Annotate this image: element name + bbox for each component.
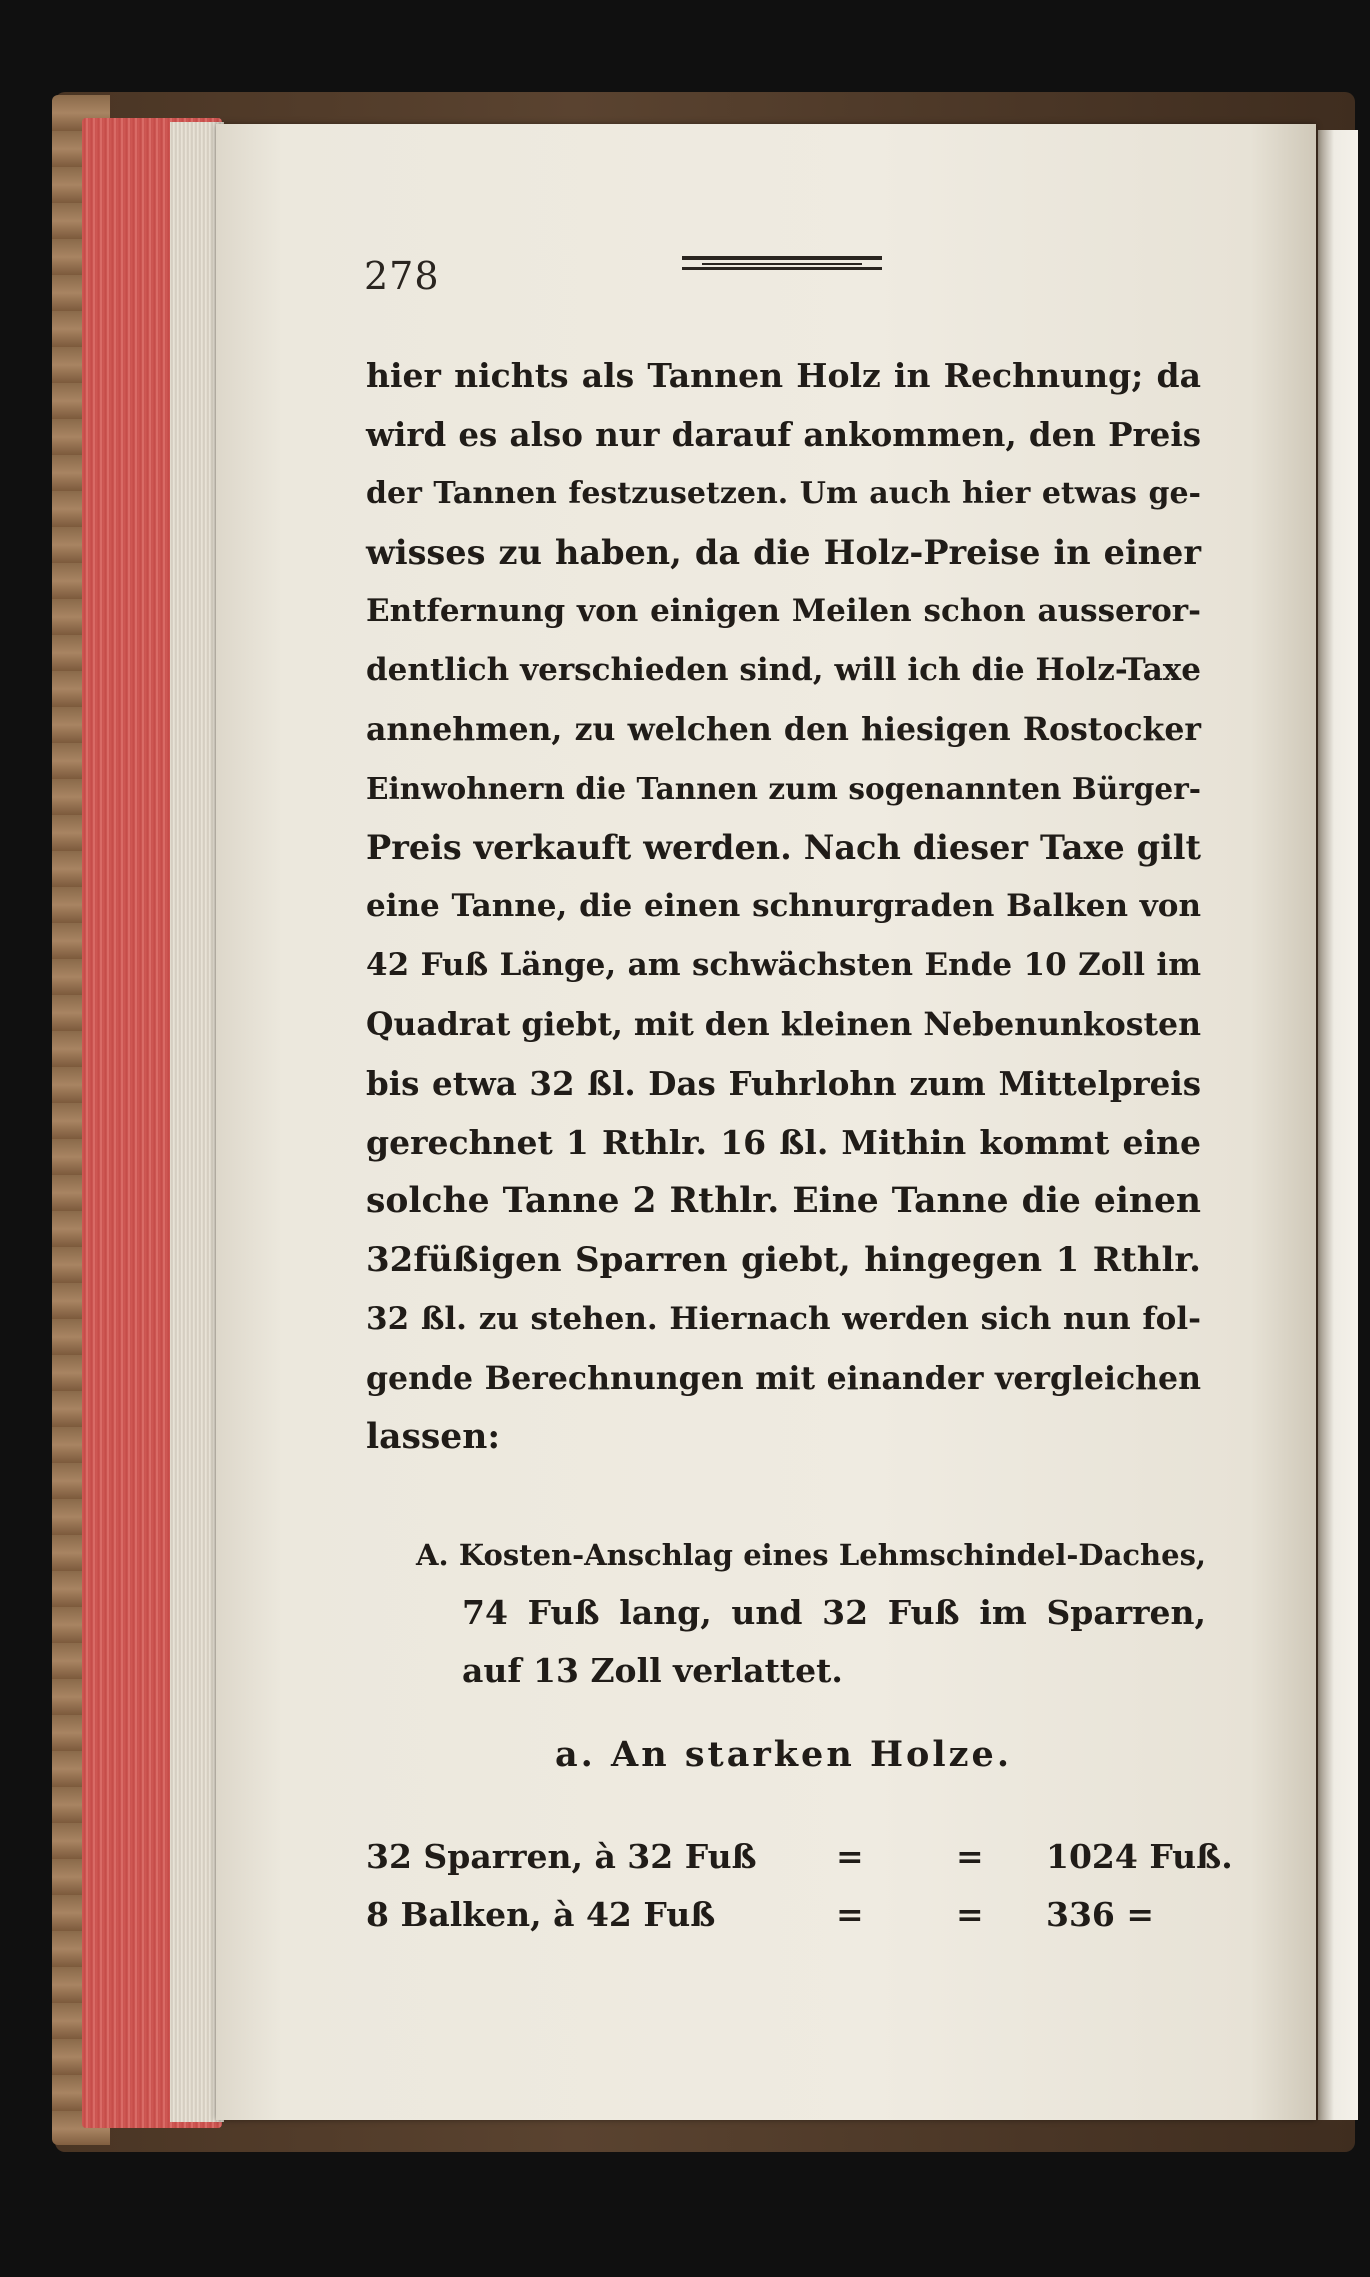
body-line: lassen:	[366, 1417, 501, 1457]
body-line: dentlich verschieden sind, will ich die Holz-Taxe	[366, 652, 1201, 688]
ditto-mark: =	[956, 1837, 984, 1876]
body-line: gende Berechnungen mit einander vergleichen	[366, 1360, 1201, 1397]
body-line: gerechnet 1 Rthlr. 16 ßl. Mithin kommt eine	[366, 1123, 1201, 1162]
body-line: eine Tanne, die einen schnurgraden Balken von	[366, 888, 1201, 924]
row-item: 32 Sparren, à 32 Fuß	[366, 1837, 757, 1876]
body-line: Quadrat giebt, mit den kleinen Nebenunkosten	[366, 1006, 1201, 1043]
table-row	[366, 1886, 1206, 1944]
body-line: wisses zu haben, da die Holz-Preise in einer	[366, 533, 1201, 572]
row-item: 8 Balken, à 42 Fuß	[366, 1895, 716, 1934]
header-rule-ornament	[682, 256, 882, 270]
row-amount: 1024 Fuß.	[1046, 1837, 1233, 1876]
ditto-mark: =	[836, 1837, 864, 1876]
heading-line: auf 13 Zoll verlattet.	[462, 1651, 843, 1690]
body-line: wird es also nur darauf ankommen, den Preis	[366, 415, 1201, 454]
subsection-heading: a. An starken Holze.	[554, 1734, 1012, 1775]
body-line: 32 ßl. zu stehen. Hiernach werden sich nun fol-	[366, 1301, 1201, 1337]
cost-table	[366, 1828, 1233, 1944]
body-line: solche Tanne 2 Rthlr. Eine Tanne die einen	[366, 1181, 1201, 1221]
facing-page-edge	[1318, 130, 1358, 2120]
page-number: 278	[364, 254, 440, 298]
ditto-mark: =	[956, 1895, 984, 1934]
body-line: hier nichts als Tannen Holz in Rechnung; da	[366, 356, 1201, 395]
table-row	[366, 1828, 1233, 1886]
body-line: bis etwa 32 ßl. Das Fuhrlohn zum Mittelpreis	[366, 1064, 1201, 1103]
body-line: annehmen, zu welchen den hiesigen Rostocker	[366, 711, 1201, 748]
row-amount: 336 =	[1046, 1895, 1155, 1934]
body-line: 32füßigen Sparren giebt, hingegen 1 Rthlr.	[366, 1240, 1201, 1280]
body-line: Preis verkauft werden. Nach dieser Taxe gilt	[366, 828, 1201, 867]
body-line: 42 Fuß Länge, am schwächsten Ende 10 Zoll im	[366, 947, 1201, 983]
section-heading	[416, 1526, 1206, 1700]
heading-line: 74 Fuß lang, und 32 Fuß im Sparren,	[462, 1593, 1206, 1632]
heading-line: A. Kosten-Anschlag eines Lehmschindel-Daches,	[416, 1538, 1206, 1572]
ditto-mark: =	[836, 1895, 864, 1934]
body-paragraph	[366, 346, 1201, 1467]
body-line: der Tannen festzusetzen. Um auch hier etwas ge-	[366, 476, 1201, 511]
body-line: Entfernung von einigen Meilen schon ausseror-	[366, 593, 1201, 629]
body-line: Einwohnern die Tannen zum sogenannten Bürger-	[366, 771, 1201, 806]
book-page	[216, 124, 1316, 2120]
